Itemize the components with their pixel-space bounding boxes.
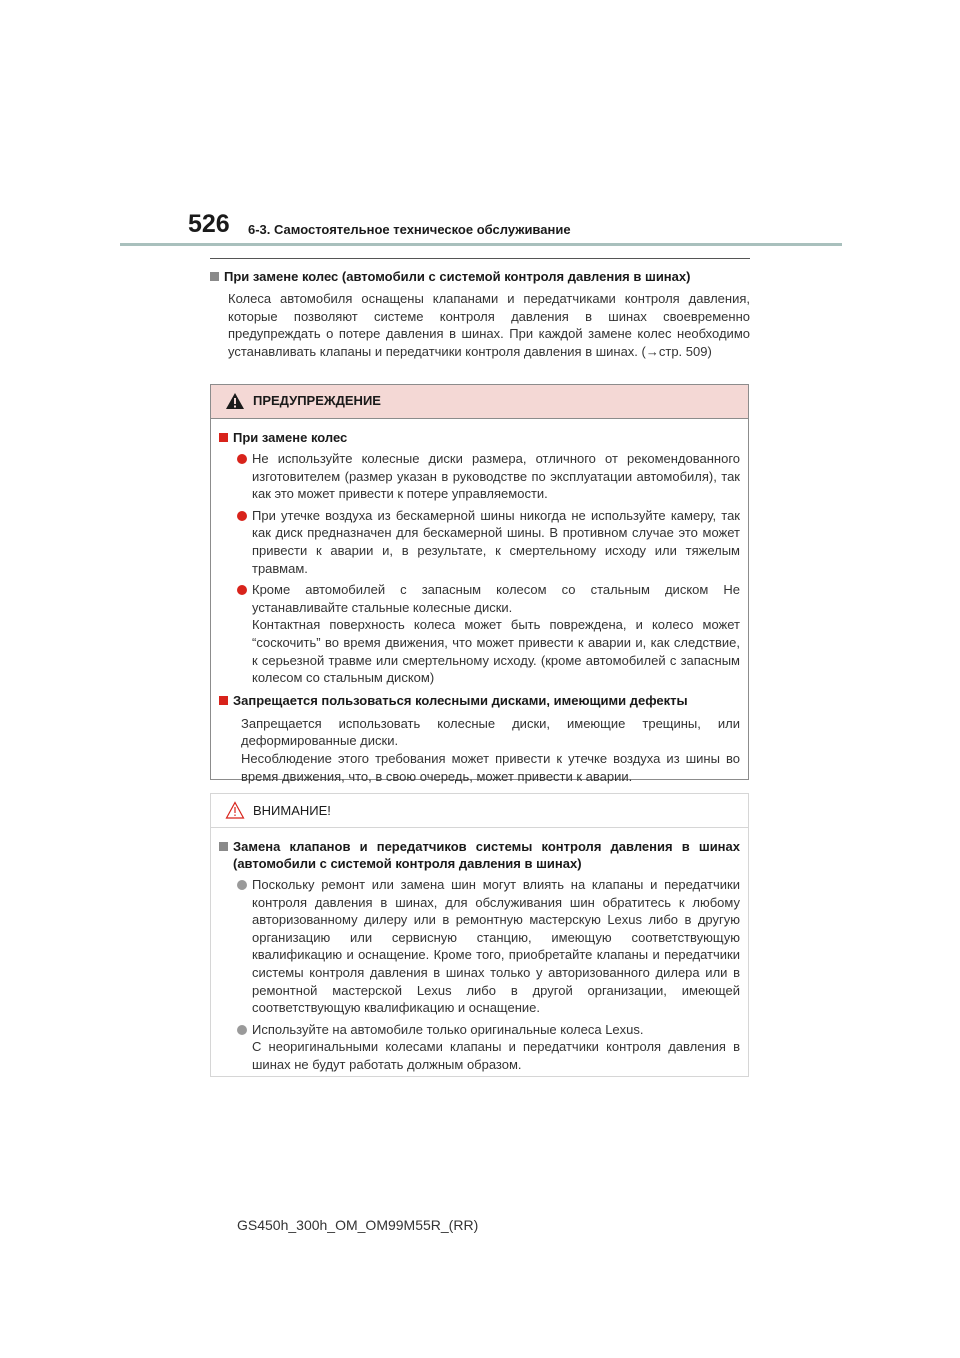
square-bullet-icon	[219, 433, 228, 442]
bullet-dot-icon	[237, 454, 247, 464]
notice-bullet: Поскольку ремонт или замена шин могут влиять на клапаны и передатчики контроля давления в шинах, для обслуживания шин обратитесь к любому авторизованному дилеру или в ремонтную мастерскую Lexus либо в другую организацию или сервисную станцию, имеющую соответствующую квалификацию и оснащение. Кроме того, приобретайте клапаны и передатчики системы контроля давления в шинах только у авторизованного дилера или в ремонтной мастерской Lexus либо в другой организации, имеющей соответствующую квалификацию и оснащение.	[219, 876, 740, 1017]
intro-heading: При замене колес (автомобили с системой контроля давления в шинах)	[210, 268, 750, 285]
bullet-dot-icon	[237, 585, 247, 595]
warning-box	[210, 384, 749, 784]
notice-heading: Замена клапанов и передатчиков системы контроля давления в шинах (автомобили с системой контроля давления в шинах)	[219, 838, 740, 872]
intro-body: Колеса автомобиля оснащены клапанами и передатчиками контроля давления, которые позволяют системе контроля давления в шинах своевременно предупреждать о потере давления в шинах. При каждой замене колес необходимо устанавливать клапаны и передатчики контроля давления в шинах. (→стр. 509)	[228, 291, 750, 359]
warning-header	[211, 385, 748, 419]
warning-triangle-icon	[225, 392, 245, 410]
warning-bullet: При утечке воздуха из бескамерной шины никогда не используйте камеру, так как диск предназначен для бескамерной шины. В противном случае это может привести к аварии и, в результате, к смертельному исходу или тяжелым травмам.	[219, 507, 740, 577]
document-code: GS450h_300h_OM_OM99M55R_(RR)	[237, 1217, 479, 1233]
warning-bullet: Кроме автомобилей с запасным колесом со стальным диском Не устанавливайте стальные колесные диски. Контактная поверхность колеса может быть повреждена, и колесо может “соскочить” во время движения, что может привести к аварии и, как следствие, к серьезной травме или смертельному исходу. (кроме автомобилей с запасным колесом со стальным диском)	[219, 581, 740, 687]
section-title: 6-3. Самостоятельное техническое обслуживание	[248, 222, 571, 237]
caution-triangle-icon	[225, 801, 245, 819]
bullet-dot-icon	[237, 1025, 247, 1035]
warning-title: ПРЕДУПРЕЖДЕНИЕ	[253, 393, 381, 408]
notice-title: ВНИМАНИЕ!	[253, 803, 331, 818]
notice-header	[211, 794, 748, 828]
square-bullet-icon	[210, 272, 219, 281]
warning-section-heading: При замене колес	[219, 429, 740, 446]
warning-section-heading: Запрещается пользоваться колесными дисками, имеющими дефекты	[219, 692, 740, 709]
intro-divider	[210, 258, 750, 259]
bullet-dot-icon	[237, 880, 247, 890]
bullet-dot-icon	[237, 511, 247, 521]
warning-paragraph: Запрещается использовать колесные диски, имеющие трещины, или деформированные диски. Несоблюдение этого требования может привести к утечке воздуха из шины во время движения, что, в свою очередь, может привести к аварии.	[241, 715, 740, 784]
square-bullet-icon	[219, 696, 228, 705]
intro-section	[210, 258, 750, 360]
notice-box	[210, 793, 749, 1077]
header-rule	[120, 243, 842, 246]
warning-bullet: Не используйте колесные диски размера, отличного от рекомендованного изготовителем (размер указан в руководстве по эксплуатации автомобиля), так как это может привести к потере управляемости.	[219, 450, 740, 503]
notice-bullet: Используйте на автомобиле только оригинальные колеса Lexus. С неоригинальными колесами клапаны и передатчики контроля давления в шинах не будут работать должным образом.	[219, 1021, 740, 1074]
square-bullet-icon	[219, 842, 228, 851]
page-number: 526	[188, 210, 230, 238]
